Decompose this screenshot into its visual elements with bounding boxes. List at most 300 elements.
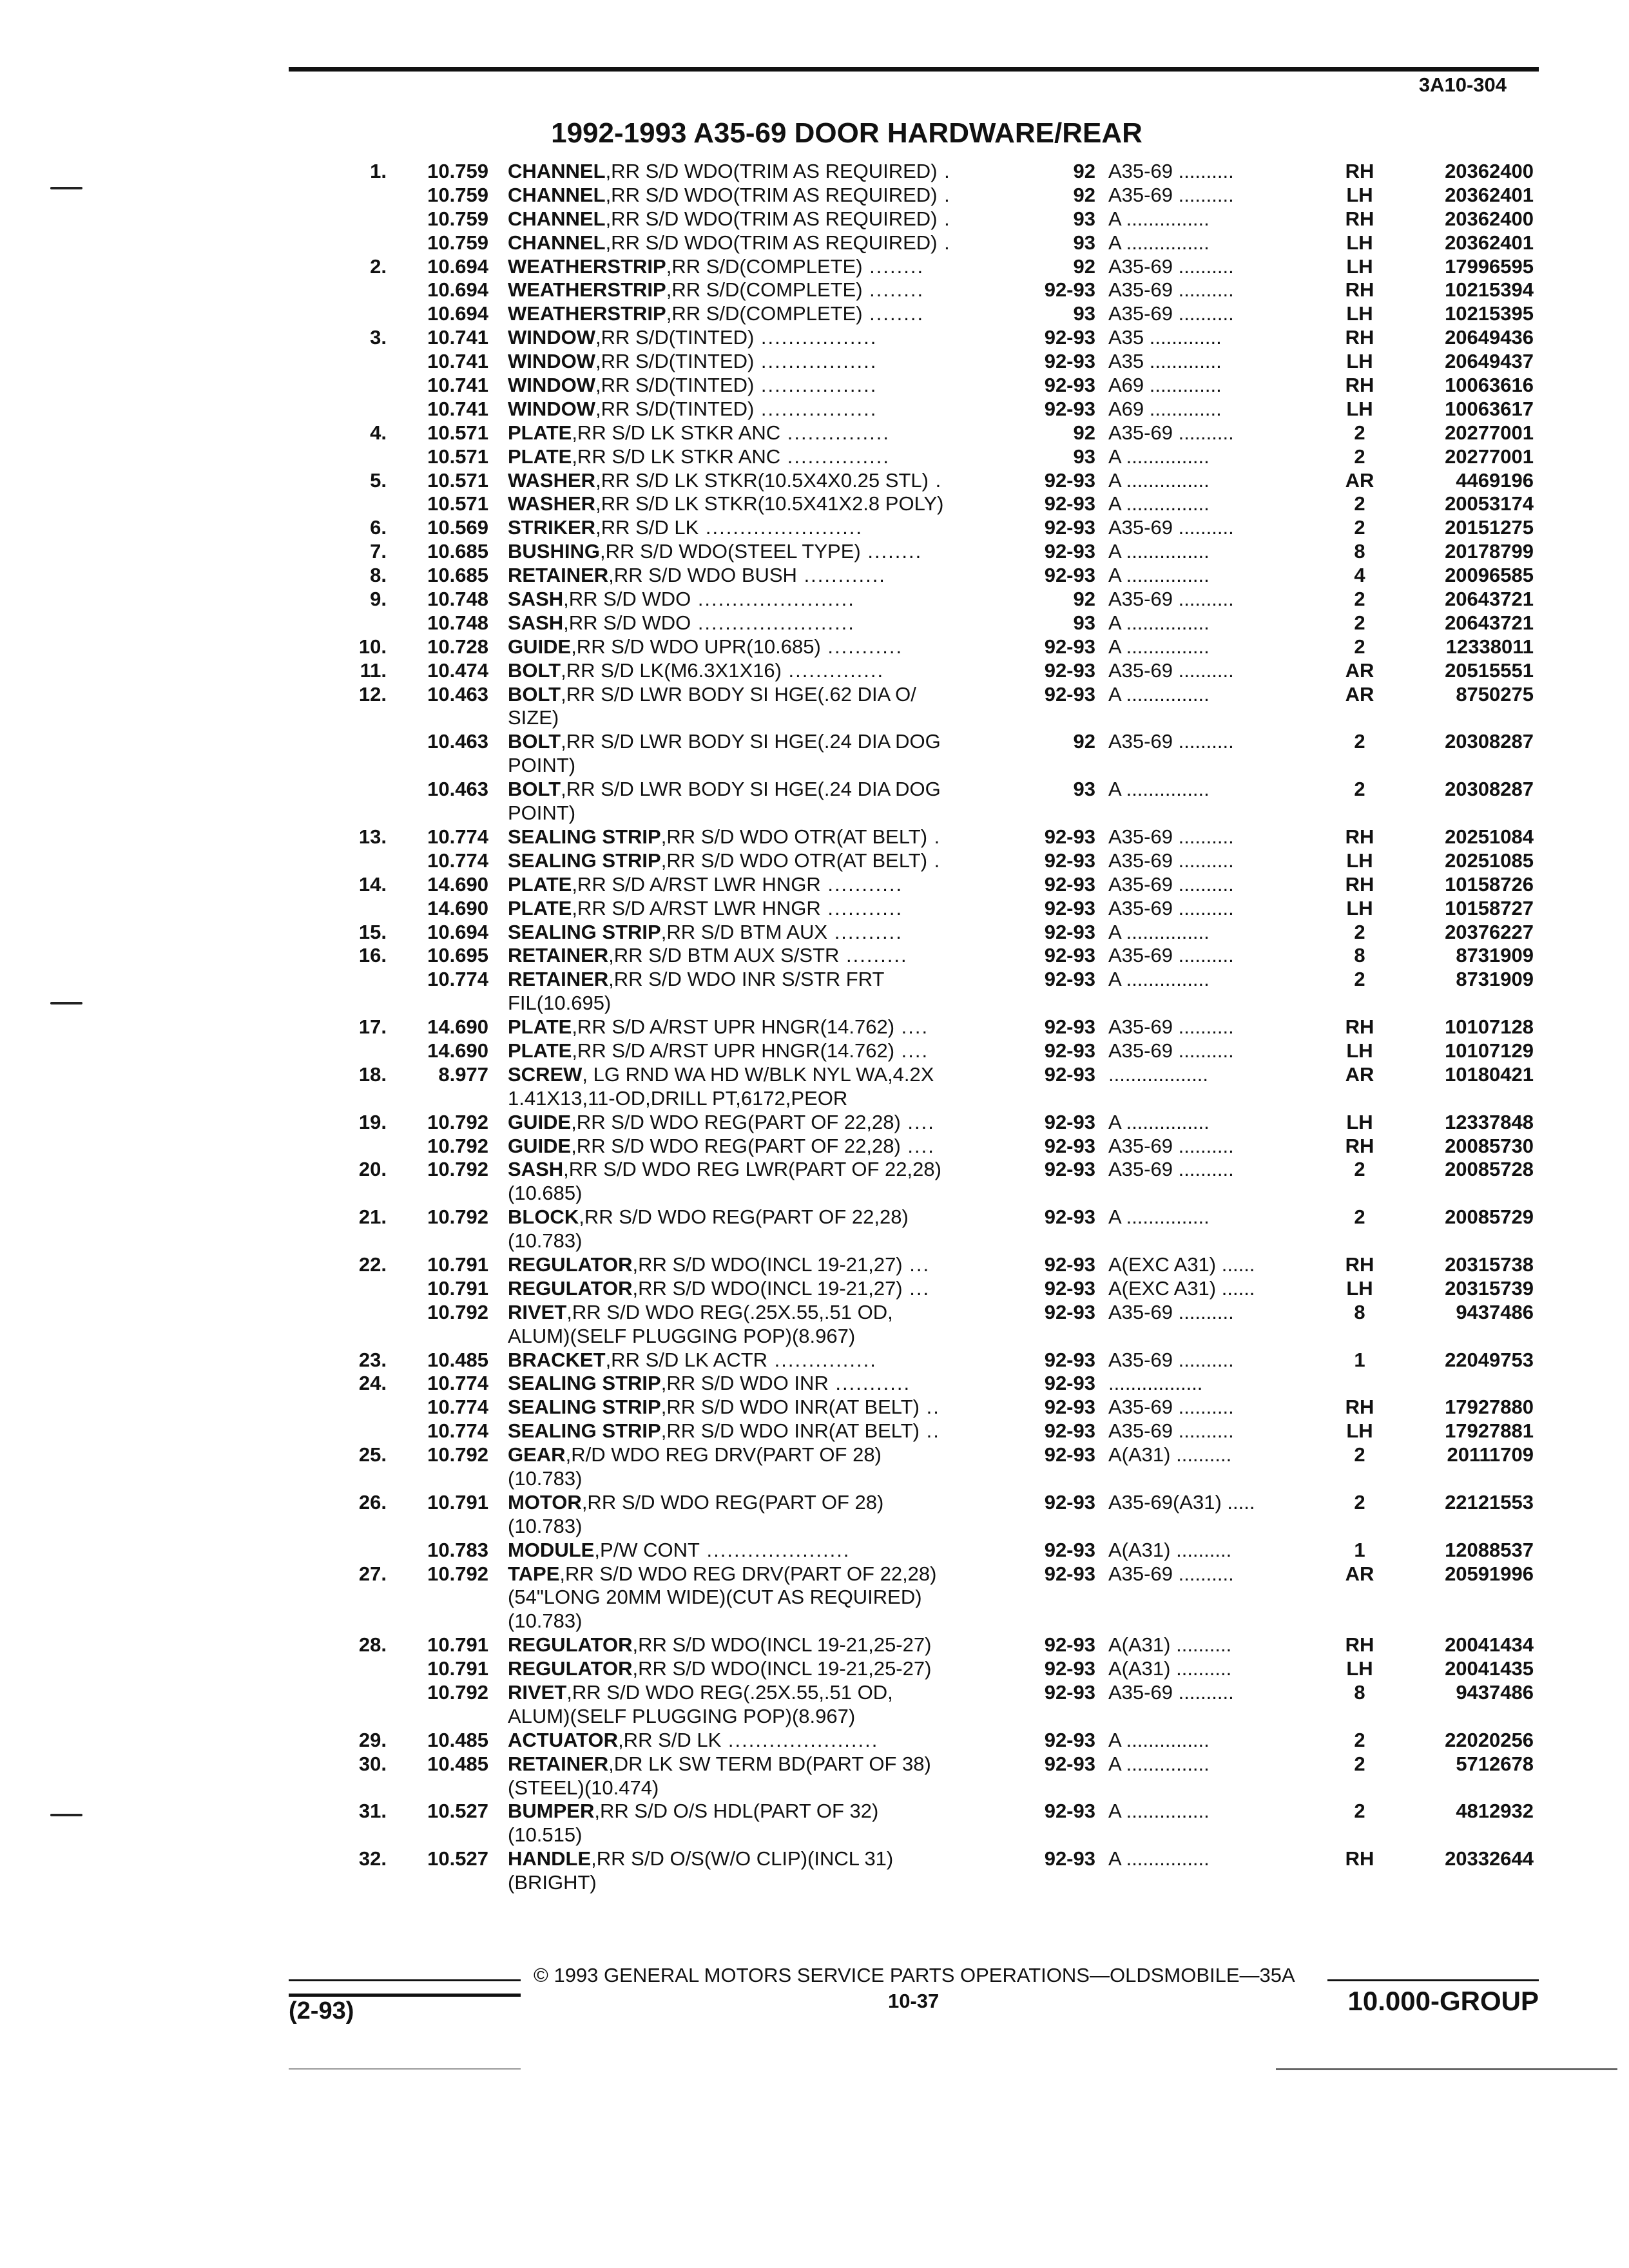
model-applicability: A ............... (1108, 564, 1210, 587)
model-year: 92-93 (1044, 1490, 1095, 1514)
item-number: 18. (358, 1062, 387, 1086)
quantity: 8 (1354, 540, 1365, 563)
part-detail: ,RR S/D WDO UPR(10.685) (571, 635, 821, 658)
quantity: 2 (1354, 421, 1365, 444)
part-name: PLATE (508, 1015, 572, 1039)
model-year: 92-93 (1044, 1134, 1095, 1157)
page-number: 10-37 (888, 1990, 940, 2012)
group-number: 10.759 (427, 231, 488, 254)
quantity: 2 (1354, 1728, 1365, 1751)
table-row (335, 1301, 1553, 1325)
table-row (335, 1206, 1553, 1229)
part-description (508, 635, 1023, 659)
part-description (508, 1729, 1023, 1753)
model-year: 92-93 (1044, 1681, 1095, 1704)
leader-dots: ................. (754, 374, 878, 397)
part-detail: ,RR S/D LWR BODY SI HGE(.24 DIA DOG (561, 730, 941, 753)
quantity: LH (1346, 1657, 1373, 1680)
model-year: 92-93 (1044, 350, 1095, 373)
part-number: 10063616 (1445, 374, 1534, 397)
part-description (508, 921, 1023, 945)
leader-dots: .... (900, 1134, 935, 1157)
item-number: 6. (370, 516, 387, 539)
part-number: 10158727 (1445, 896, 1534, 919)
margin-mark (50, 187, 82, 189)
part-detail: , LG RND WA HD W/BLK NYL WA,4.2X (582, 1062, 934, 1086)
page-title: 1992-1993 A35-69 DOOR HARDWARE/REAR (551, 117, 1142, 149)
model-year: 92-93 (1044, 1276, 1095, 1300)
group-number: 14.690 (427, 1039, 488, 1062)
part-detail: ,RR S/D LK(M6.3X1X16) (561, 658, 782, 682)
part-name: SEALING STRIP (508, 1419, 661, 1443)
part-detail: ,RR S/D(TINTED) (595, 326, 755, 349)
part-description (508, 1015, 1023, 1039)
group-number: 10.485 (427, 1752, 488, 1775)
group-number: 10.571 (427, 492, 488, 515)
model-applicability: A35-69 .......... (1108, 1562, 1234, 1585)
leader-dots: ........... (820, 896, 903, 919)
leader-dots: ......... (839, 944, 908, 967)
model-year: 92-93 (1044, 1348, 1095, 1371)
part-detail: ,RR S/D WDO BUSH (608, 564, 797, 587)
model-applicability: A ............... (1108, 231, 1210, 254)
part-name: BOLT (508, 778, 561, 801)
part-description (508, 1871, 1023, 1895)
part-description (508, 184, 1023, 207)
part-name: WINDOW (508, 374, 596, 397)
part-name: GUIDE (508, 1110, 572, 1133)
group-number: 10.527 (427, 1847, 488, 1870)
table-row (335, 1562, 1553, 1586)
group-number: 10.759 (427, 160, 488, 182)
model-year: 92 (1073, 730, 1095, 753)
item-number: 9. (370, 588, 387, 611)
part-detail: (10.783) (508, 1610, 583, 1633)
table-row (335, 1753, 1553, 1776)
part-number: 8731909 (1456, 968, 1534, 991)
group-number: 10.774 (427, 825, 488, 848)
table-row (335, 398, 1553, 421)
model-year: 92-93 (1044, 825, 1095, 848)
part-description (508, 540, 1023, 564)
quantity: LH (1346, 1039, 1373, 1062)
group-number: 14.690 (427, 1015, 488, 1039)
model-year: 92-93 (1044, 920, 1095, 943)
quantity: RH (1345, 374, 1374, 397)
part-detail: ,RR S/D WDO OTR(AT BELT) (660, 849, 928, 872)
table-row (335, 207, 1553, 231)
part-number: 20111709 (1447, 1443, 1534, 1466)
table-row (335, 921, 1553, 945)
model-year: 92-93 (1044, 1847, 1095, 1870)
leader-dots: ............... (780, 421, 890, 444)
model-year: 93 (1073, 207, 1095, 230)
leader-dots: . (937, 160, 951, 182)
part-name: REGULATOR (508, 1657, 633, 1680)
quantity: 2 (1354, 588, 1365, 611)
table-row (335, 683, 1553, 707)
model-year: 92-93 (1044, 1158, 1095, 1181)
model-applicability: A35 ............. (1108, 326, 1222, 349)
leader-dots: ................. (754, 397, 878, 420)
part-description (508, 326, 1023, 350)
item-number: 30. (358, 1752, 387, 1775)
model-applicability: A ............... (1108, 1110, 1210, 1133)
part-number: 20041435 (1445, 1657, 1534, 1680)
part-detail: ,RR S/D(COMPLETE) (666, 302, 863, 325)
model-applicability: A(A31) .......... (1108, 1657, 1232, 1680)
table-row (335, 1229, 1553, 1253)
item-number: 5. (370, 468, 387, 492)
part-number: 20362401 (1445, 231, 1534, 254)
part-detail: ,RR S/D(COMPLETE) (666, 278, 863, 302)
model-year: 92-93 (1044, 326, 1095, 349)
part-detail: ,RR S/D WDO(STEEL TYPE) (599, 540, 861, 563)
part-description (508, 1135, 1023, 1158)
part-number: 20308287 (1445, 778, 1534, 801)
model-applicability: A35-69 .......... (1108, 1300, 1234, 1323)
leader-dots: . (937, 207, 951, 230)
part-description (508, 421, 1023, 445)
quantity: 2 (1354, 730, 1365, 753)
table-row (335, 231, 1553, 255)
table-row (335, 1039, 1553, 1063)
table-row (335, 1610, 1553, 1633)
model-year: 92-93 (1044, 492, 1095, 515)
part-name: RETAINER (508, 944, 609, 967)
table-row (335, 1135, 1553, 1158)
quantity: AR (1345, 658, 1374, 682)
table-row (335, 802, 1553, 825)
part-number: 20096585 (1445, 564, 1534, 587)
part-description (508, 944, 1023, 968)
table-row (335, 1087, 1553, 1111)
part-number: 8731909 (1456, 944, 1534, 967)
model-applicability: A ............... (1108, 920, 1210, 943)
model-year: 92-93 (1044, 872, 1095, 896)
group-number: 10.463 (427, 778, 488, 801)
part-name: CHANNEL (508, 160, 606, 182)
part-detail: (10.783) (508, 1466, 583, 1490)
part-description (508, 1586, 1023, 1610)
quantity: 8 (1354, 944, 1365, 967)
group-number: 10.774 (427, 968, 488, 991)
item-number: 15. (358, 920, 387, 943)
table-row (335, 1349, 1553, 1372)
group-number: 10.792 (427, 1134, 488, 1157)
part-name: PLATE (508, 421, 572, 444)
margin-mark (50, 1814, 82, 1816)
model-applicability: A ............... (1108, 207, 1210, 230)
part-description (508, 350, 1023, 374)
table-row (335, 160, 1553, 184)
part-name: PLATE (508, 445, 572, 468)
item-number: 22. (358, 1253, 387, 1276)
page-code: 3A10-304 (1418, 73, 1507, 96)
part-name: REGULATOR (508, 1276, 633, 1300)
quantity: RH (1345, 1633, 1374, 1657)
model-applicability: A ............... (1108, 445, 1210, 468)
item-number: 27. (358, 1562, 387, 1585)
model-applicability: A69 ............. (1108, 374, 1222, 397)
part-description (508, 1443, 1023, 1467)
table-row (335, 184, 1553, 207)
quantity: RH (1345, 160, 1374, 182)
part-number: 20643721 (1445, 588, 1534, 611)
quantity: 2 (1354, 1490, 1365, 1514)
part-number: 20085729 (1445, 1206, 1534, 1229)
part-name: WASHER (508, 468, 596, 492)
table-row (335, 588, 1553, 611)
model-year: 93 (1073, 778, 1095, 801)
part-detail: ,RR S/D WDO(TRIM AS REQUIRED) (605, 183, 938, 206)
group-number: 10.728 (427, 635, 488, 658)
part-detail: POINT) (508, 754, 576, 777)
part-detail: ,RR S/D WDO (563, 611, 691, 634)
part-name: SEALING STRIP (508, 1372, 661, 1395)
part-description (508, 1301, 1023, 1325)
table-row (335, 1847, 1553, 1871)
model-year: 92 (1073, 421, 1095, 444)
part-description (508, 754, 1023, 778)
model-applicability: A ............... (1108, 682, 1210, 706)
model-year: 92 (1073, 160, 1095, 182)
part-detail: ,RR S/D LK STKR(10.5X41X2.8 POLY) (595, 492, 944, 515)
model-year: 93 (1073, 231, 1095, 254)
part-detail: ,RR S/D BTM AUX S/STR (608, 944, 840, 967)
part-number: 20649437 (1445, 350, 1534, 373)
model-year: 92-93 (1044, 1443, 1095, 1466)
part-name: RIVET (508, 1681, 567, 1704)
part-description (508, 1419, 1023, 1443)
part-number: 22121553 (1445, 1490, 1534, 1514)
leader-dots: .... (900, 1110, 935, 1133)
part-name: REGULATOR (508, 1253, 633, 1276)
part-description (508, 1610, 1023, 1633)
part-description (508, 611, 1023, 635)
part-number: 20362400 (1445, 207, 1534, 230)
part-number: 20251084 (1445, 825, 1534, 848)
part-detail: ,RR S/D(TINTED) (595, 374, 755, 397)
parts-list (335, 160, 1553, 1895)
model-year: 93 (1073, 611, 1095, 634)
part-name: CHANNEL (508, 183, 606, 206)
table-row (335, 659, 1553, 683)
quantity: 8 (1354, 1300, 1365, 1323)
model-applicability: A35-69 .......... (1108, 849, 1234, 872)
table-row (335, 1182, 1553, 1206)
part-description (508, 1087, 1023, 1111)
footer-rule-bottom (289, 1994, 521, 1997)
part-number: 22049753 (1445, 1348, 1534, 1371)
part-detail: ,RR S/D(TINTED) (595, 397, 755, 420)
leader-dots: .. (920, 1419, 940, 1443)
part-name: SEALING STRIP (508, 825, 661, 848)
model-year: 93 (1073, 445, 1095, 468)
table-row (335, 492, 1553, 516)
part-description (508, 1158, 1023, 1182)
table-row (335, 469, 1553, 493)
scan-edge-line (289, 2068, 521, 2070)
leader-dots: ... (902, 1253, 930, 1276)
group-number: 10.685 (427, 540, 488, 563)
part-number: 12337848 (1445, 1110, 1534, 1133)
part-detail: ,RR S/D WDO (563, 588, 691, 611)
model-year: 92-93 (1044, 564, 1095, 587)
part-description (508, 160, 1023, 184)
item-number: 2. (370, 255, 387, 278)
model-year: 92-93 (1044, 896, 1095, 919)
leader-dots: ....................... (691, 588, 855, 611)
model-year: 92-93 (1044, 278, 1095, 302)
model-applicability: A ............... (1108, 468, 1210, 492)
quantity: RH (1345, 1253, 1374, 1276)
model-applicability: A35-69 .......... (1108, 825, 1234, 848)
part-number: 20332644 (1445, 1847, 1534, 1870)
part-name: BLOCK (508, 1206, 579, 1229)
item-number: 10. (358, 635, 387, 658)
part-number: 20515551 (1445, 658, 1534, 682)
quantity: 2 (1354, 1443, 1365, 1466)
leader-dots: . (927, 825, 941, 848)
quantity: LH (1346, 350, 1373, 373)
part-detail: ,RR S/D A/RST UPR HNGR(14.762) (572, 1039, 895, 1062)
part-description (508, 849, 1023, 873)
model-applicability: A35-69 .......... (1108, 183, 1234, 206)
part-detail: ,RR S/D O/S HDL(PART OF 32) (594, 1800, 879, 1823)
part-detail: ,RR S/D WDO(INCL 19-21,27) (632, 1253, 903, 1276)
table-row (335, 516, 1553, 540)
part-detail: ,RR S/D WDO REG(PART OF 22,28) (579, 1206, 909, 1229)
model-applicability: A ............... (1108, 1206, 1210, 1229)
part-number: 17927881 (1445, 1419, 1534, 1443)
table-row (335, 1372, 1553, 1396)
part-detail: POINT) (508, 802, 576, 825)
model-year: 92-93 (1044, 658, 1095, 682)
table-row (335, 255, 1553, 279)
model-year: 92-93 (1044, 1538, 1095, 1561)
part-description (508, 873, 1023, 897)
part-detail: ,RR S/D LK (618, 1728, 722, 1751)
model-applicability: A35-69 .......... (1108, 1134, 1234, 1157)
part-detail: (10.783) (508, 1229, 583, 1253)
leader-dots: ........... (820, 872, 903, 896)
part-description (508, 1111, 1023, 1135)
model-applicability: A35-69 .......... (1108, 302, 1234, 325)
leader-dots: ........ (862, 302, 925, 325)
leader-dots: ................. (754, 350, 878, 373)
part-number: 4812932 (1456, 1800, 1534, 1823)
part-name: BOLT (508, 730, 561, 753)
group-number: 10.792 (427, 1443, 488, 1466)
group-number: 10.485 (427, 1728, 488, 1751)
part-description (508, 706, 1023, 730)
part-name: CHANNEL (508, 207, 606, 230)
scan-edge-line (1276, 2068, 1617, 2070)
part-detail: ,RR S/D WDO REG(.25X.55,.51 OD, (566, 1681, 893, 1704)
footer-rule-right (1327, 1979, 1539, 1981)
quantity: 2 (1354, 1752, 1365, 1775)
table-row (335, 1515, 1553, 1539)
quantity: 2 (1354, 778, 1365, 801)
quantity: 2 (1354, 920, 1365, 943)
item-number: 32. (358, 1847, 387, 1870)
model-year: 92-93 (1044, 849, 1095, 872)
model-applicability: A ............... (1108, 635, 1210, 658)
part-name: SEALING STRIP (508, 1396, 661, 1419)
group-number: 10.741 (427, 374, 488, 397)
table-row (335, 706, 1553, 730)
part-name: BUMPER (508, 1800, 595, 1823)
part-number: 12338011 (1445, 635, 1534, 658)
group-number: 10.741 (427, 326, 488, 349)
part-name: SEALING STRIP (508, 920, 661, 943)
leader-dots: .......... (827, 920, 903, 943)
table-row (335, 1657, 1553, 1681)
table-row (335, 1325, 1553, 1349)
part-detail: (54"LONG 20MM WIDE)(CUT AS REQUIRED) (508, 1586, 922, 1609)
part-number: 10215395 (1445, 302, 1534, 325)
model-year: 92-93 (1044, 1396, 1095, 1419)
part-detail: (STEEL)(10.474) (508, 1776, 659, 1799)
quantity: LH (1346, 255, 1373, 278)
model-applicability: A ............... (1108, 778, 1210, 801)
model-applicability: A ............... (1108, 540, 1210, 563)
part-description (508, 278, 1023, 302)
quantity: LH (1346, 1110, 1373, 1133)
part-name: BRACKET (508, 1348, 606, 1371)
group-number: 10.571 (427, 445, 488, 468)
part-detail: (BRIGHT) (508, 1871, 597, 1894)
table-row (335, 540, 1553, 564)
group-number: 10.774 (427, 1419, 488, 1443)
model-applicability: A ............... (1108, 968, 1210, 991)
model-applicability: A35-69 .......... (1108, 160, 1234, 182)
table-row (335, 1586, 1553, 1610)
quantity: RH (1345, 1134, 1374, 1157)
part-detail: ,RR S/D WDO(INCL 19-21,27) (632, 1276, 903, 1300)
part-description (508, 1823, 1023, 1847)
part-name: GUIDE (508, 635, 572, 658)
part-description (508, 1705, 1023, 1729)
item-number: 21. (358, 1206, 387, 1229)
part-detail: ,RR S/D LWR BODY SI HGE(.62 DIA O/ (561, 682, 916, 706)
quantity: 1 (1354, 1348, 1365, 1371)
part-description (508, 1372, 1023, 1396)
model-applicability: A35-69 .......... (1108, 588, 1234, 611)
group-number: 10.571 (427, 468, 488, 492)
group-number: 10.792 (427, 1158, 488, 1181)
quantity: 4 (1354, 564, 1365, 587)
part-name: WEATHERSTRIP (508, 255, 666, 278)
leader-dots: . (937, 231, 951, 254)
model-year: 92-93 (1044, 1657, 1095, 1680)
model-applicability: A35-69 .......... (1108, 278, 1234, 302)
part-number: 20277001 (1445, 445, 1534, 468)
part-name: SEALING STRIP (508, 849, 661, 872)
leader-dots: .... (894, 1015, 929, 1039)
table-row (335, 1015, 1553, 1039)
part-name: WINDOW (508, 326, 596, 349)
item-number: 28. (358, 1633, 387, 1657)
part-number: 20649436 (1445, 326, 1534, 349)
margin-mark (50, 1002, 82, 1004)
part-detail: ,RR S/D LK STKR(10.5X4X0.25 STL) (595, 468, 929, 492)
quantity: LH (1346, 896, 1373, 919)
part-number: 20085728 (1445, 1158, 1534, 1181)
item-number: 14. (358, 872, 387, 896)
model-year: 92 (1073, 588, 1095, 611)
